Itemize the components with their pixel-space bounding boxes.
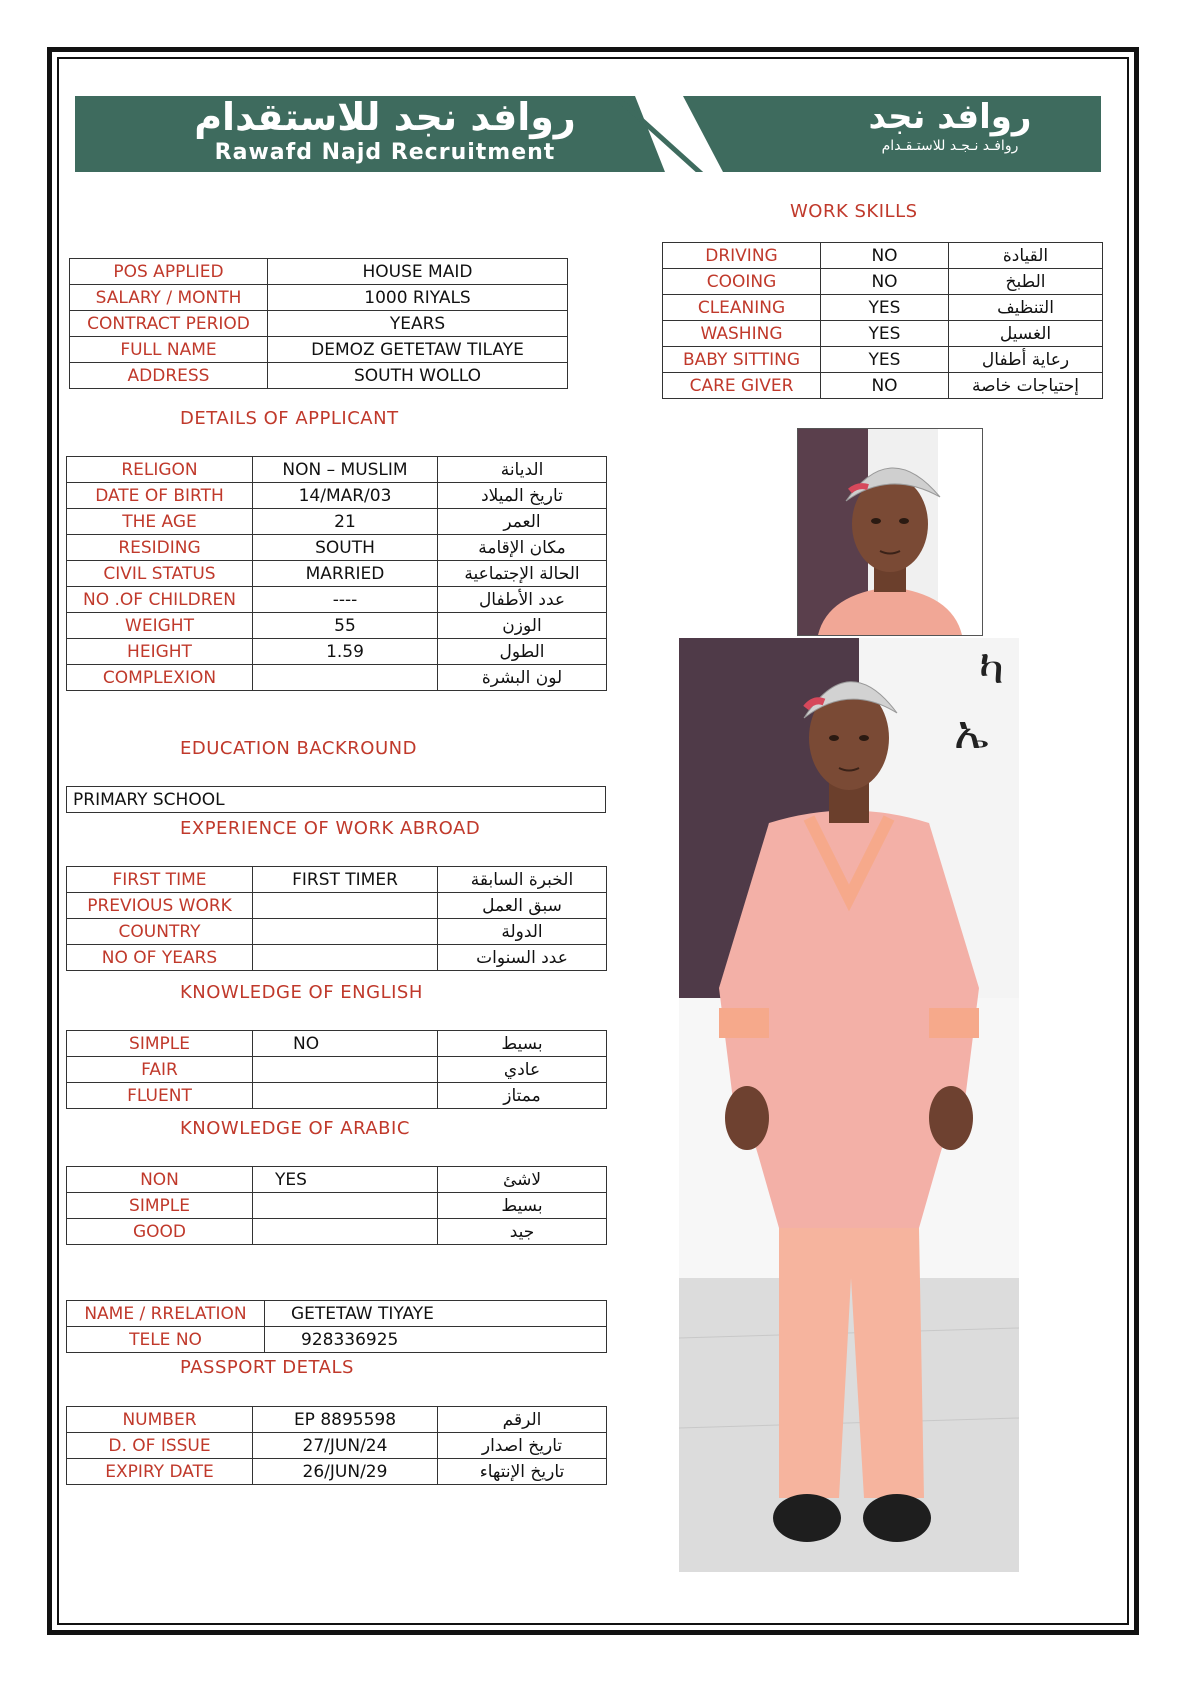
field-value (253, 1057, 438, 1083)
field-label: FULL NAME (70, 337, 268, 363)
table-row (70, 337, 568, 363)
skill-label: WASHING (663, 321, 821, 347)
skill-label: BABY SITTING (663, 347, 821, 373)
field-label: ADDRESS (70, 363, 268, 389)
field-label: CIVIL STATUS (67, 561, 253, 587)
field-label: NON (67, 1167, 253, 1193)
table-row (67, 535, 607, 561)
table-row (67, 1057, 607, 1083)
field-label: NO OF YEARS (67, 945, 253, 971)
skill-label: COOING (663, 269, 821, 295)
field-value: 21 (253, 509, 438, 535)
table-row (67, 1301, 607, 1327)
table-row (663, 295, 1103, 321)
skill-value: YES (821, 347, 949, 373)
portrait-photo (797, 428, 983, 636)
experience-title: EXPERIENCE OF WORK ABROAD (180, 818, 481, 839)
skill-label-arabic: التنظيف (949, 295, 1103, 321)
education-title: EDUCATION BACKROUND (180, 738, 417, 759)
table-row (67, 1193, 607, 1219)
english-table (66, 1030, 607, 1109)
field-label-arabic: تاريخ الإنتهاء (438, 1459, 607, 1485)
field-label-arabic: الدولة (438, 919, 607, 945)
field-label-arabic: مكان الإقامة (438, 535, 607, 561)
field-label: RESIDING (67, 535, 253, 561)
field-value: HOUSE MAID (268, 259, 568, 285)
table-row (67, 665, 607, 691)
work-skills-table (662, 242, 1103, 399)
field-label-arabic: الخبرة السابقة (438, 867, 607, 893)
field-label: FIRST TIME (67, 867, 253, 893)
full-body-photo (679, 638, 1019, 1572)
field-value: YES (253, 1167, 438, 1193)
field-label: SALARY / MONTH (70, 285, 268, 311)
svg-text:ኤ: ኤ (954, 705, 989, 759)
field-label: POS APPLIED (70, 259, 268, 285)
table-row (67, 1327, 607, 1353)
arabic-title: KNOWLEDGE OF ARABIC (180, 1118, 410, 1139)
table-row (67, 893, 607, 919)
field-label: NO .OF CHILDREN (67, 587, 253, 613)
table-row (67, 919, 607, 945)
field-value: MARRIED (253, 561, 438, 587)
table-row (67, 509, 607, 535)
skill-value: YES (821, 321, 949, 347)
skill-label: CLEANING (663, 295, 821, 321)
field-label-arabic: ممتاز (438, 1083, 607, 1109)
table-row (67, 1433, 607, 1459)
field-label: TELE NO (67, 1327, 265, 1353)
position-table (69, 258, 568, 389)
relation-table (66, 1300, 607, 1353)
company-name-arabic: روافد نجد للاستقدام (194, 95, 576, 139)
field-value: 55 (253, 613, 438, 639)
field-label: SIMPLE (67, 1193, 253, 1219)
field-value (253, 893, 438, 919)
field-label-arabic: الوزن (438, 613, 607, 639)
field-label: HEIGHT (67, 639, 253, 665)
field-label: NUMBER (67, 1407, 253, 1433)
field-label: WEIGHT (67, 613, 253, 639)
field-value: 928336925 (265, 1327, 607, 1353)
field-value (253, 1219, 438, 1245)
table-row (67, 457, 607, 483)
field-label-arabic: الحالة الإجتماعية (438, 561, 607, 587)
field-label-arabic: عدد الأطفال (438, 587, 607, 613)
table-row (67, 1219, 607, 1245)
education-table (66, 786, 606, 813)
field-value: NON – MUSLIM (253, 457, 438, 483)
field-label: FLUENT (67, 1083, 253, 1109)
field-label-arabic: بسيط (438, 1031, 607, 1057)
field-value (253, 945, 438, 971)
field-label: NAME / RRELATION (67, 1301, 265, 1327)
experience-table (66, 866, 607, 971)
skill-label-arabic: إحتياجات خاصة (949, 373, 1103, 399)
field-value: GETETAW TIYAYE (265, 1301, 607, 1327)
field-label: THE AGE (67, 509, 253, 535)
work-skills-title: WORK SKILLS (790, 201, 918, 222)
field-value: DEMOZ GETETAW TILAYE (268, 337, 568, 363)
field-label-arabic: سبق العمل (438, 893, 607, 919)
table-row (67, 867, 607, 893)
company-logo: روافد نجد (868, 97, 1032, 137)
field-value (253, 919, 438, 945)
field-label-arabic: عدد السنوات (438, 945, 607, 971)
field-value (253, 1083, 438, 1109)
field-label-arabic: الديانة (438, 457, 607, 483)
table-row (67, 587, 607, 613)
skill-value: YES (821, 295, 949, 321)
skill-label: DRIVING (663, 243, 821, 269)
skill-label-arabic: الغسيل (949, 321, 1103, 347)
table-row (67, 639, 607, 665)
table-row (67, 483, 607, 509)
details-table (66, 456, 607, 691)
table-row (663, 269, 1103, 295)
details-title: DETAILS OF APPLICANT (180, 408, 399, 429)
field-label: RELIGON (67, 457, 253, 483)
field-value: SOUTH WOLLO (268, 363, 568, 389)
skill-value: NO (821, 373, 949, 399)
skill-label-arabic: رعاية أطفال (949, 347, 1103, 373)
field-value: ---- (253, 587, 438, 613)
table-row (70, 285, 568, 311)
svg-text:ካ: ካ (979, 640, 1005, 694)
table-row (70, 363, 568, 389)
skill-label-arabic: الطبخ (949, 269, 1103, 295)
field-value: 1000 RIYALS (268, 285, 568, 311)
field-label: FAIR (67, 1057, 253, 1083)
table-row (67, 1031, 607, 1057)
field-value (253, 1193, 438, 1219)
field-value: YEARS (268, 311, 568, 337)
skill-value: NO (821, 269, 949, 295)
field-value: FIRST TIMER (253, 867, 438, 893)
field-label-arabic: بسيط (438, 1193, 607, 1219)
education-value: PRIMARY SCHOOL (67, 787, 606, 813)
field-label-arabic: لون البشرة (438, 665, 607, 691)
table-row (67, 613, 607, 639)
field-value: 26/JUN/29 (253, 1459, 438, 1485)
field-label: DATE OF BIRTH (67, 483, 253, 509)
passport-table (66, 1406, 607, 1485)
table-row (67, 945, 607, 971)
skill-label-arabic: القيادة (949, 243, 1103, 269)
field-label-arabic: العمر (438, 509, 607, 535)
english-title: KNOWLEDGE OF ENGLISH (180, 982, 423, 1003)
field-label-arabic: الرقم (438, 1407, 607, 1433)
field-label-arabic: الطول (438, 639, 607, 665)
table-row (67, 561, 607, 587)
skill-label: CARE GIVER (663, 373, 821, 399)
field-label: D. OF ISSUE (67, 1433, 253, 1459)
field-label: COMPLEXION (67, 665, 253, 691)
field-label-arabic: تاريخ الميلاد (438, 483, 607, 509)
passport-title: PASSPORT DETALS (180, 1357, 354, 1378)
field-label: CONTRACT PERIOD (70, 311, 268, 337)
arabic-table (66, 1166, 607, 1245)
field-label: COUNTRY (67, 919, 253, 945)
field-label: SIMPLE (67, 1031, 253, 1057)
table-row (70, 311, 568, 337)
table-row (70, 259, 568, 285)
field-label: GOOD (67, 1219, 253, 1245)
field-value: EP 8895598 (253, 1407, 438, 1433)
table-row (663, 321, 1103, 347)
field-value: NO (253, 1031, 438, 1057)
field-value: 1.59 (253, 639, 438, 665)
field-label-arabic: جيد (438, 1219, 607, 1245)
company-logo-subtitle: روافـد نـجـد للاستـقـدام (881, 138, 1019, 154)
field-label: PREVIOUS WORK (67, 893, 253, 919)
skill-value: NO (821, 243, 949, 269)
table-row (67, 787, 606, 813)
table-row (663, 373, 1103, 399)
field-label-arabic: لاشئ (438, 1167, 607, 1193)
field-value: SOUTH (253, 535, 438, 561)
field-value (253, 665, 438, 691)
field-label-arabic: عادي (438, 1057, 607, 1083)
company-name-english: Rawafd Najd Recruitment (214, 140, 556, 165)
field-label: EXPIRY DATE (67, 1459, 253, 1485)
table-row (663, 347, 1103, 373)
table-row (663, 243, 1103, 269)
table-row (67, 1167, 607, 1193)
field-value: 14/MAR/03 (253, 483, 438, 509)
field-label-arabic: تاريخ اصدار (438, 1433, 607, 1459)
table-row (67, 1083, 607, 1109)
table-row (67, 1459, 607, 1485)
table-row (67, 1407, 607, 1433)
field-value: 27/JUN/24 (253, 1433, 438, 1459)
